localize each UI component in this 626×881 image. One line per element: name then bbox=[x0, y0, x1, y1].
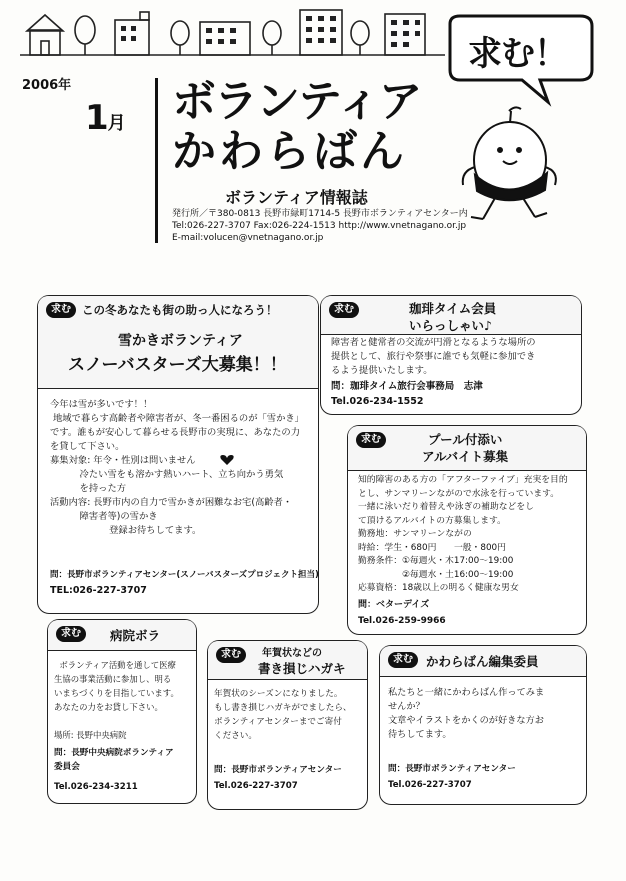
card-postcards bbox=[207, 640, 368, 810]
card-body: 私たちと一緒にかわらばん作ってみま せんか？ 文章やイラストをかくのが好きな方お 待ちしてます。 bbox=[388, 687, 545, 740]
card-phone: TEL:026-227-3707 bbox=[50, 585, 147, 596]
mascot-icon bbox=[455, 105, 565, 230]
card-header: 病院ボラ bbox=[110, 628, 161, 643]
card-phone: Tel.026-234-3211 bbox=[54, 782, 138, 792]
card-hospital bbox=[47, 619, 197, 804]
wanted-badge: 求む bbox=[356, 432, 386, 448]
card-phone: Tel.026-227-3707 bbox=[214, 781, 298, 791]
wanted-badge: 求む bbox=[329, 302, 359, 318]
card-heading: 雪かきボランティア bbox=[118, 333, 243, 349]
card-contact: 問：長野市ボランティアセンター bbox=[388, 764, 516, 774]
wanted-badge: 求む bbox=[46, 302, 76, 318]
card-body: 知的障害のある方の「アフターファイブ」充実を目的 とし、サンマリーンながので水泳を行っています。 一緒に泳いだり着替えや泳ぎの補助などをし て頂けるアルバイトの方募集します。 勤務地：サンマリーンながの 時給：学生・680円 一般・800円 勤務条件：①毎週火・木17:00～19:00 ②毎週水・土16:00～19:00 応募資格：18歳以上の明るく健康な男女 bbox=[358, 475, 568, 593]
card-body: 今年は雪が多いです！！ 地域で暮らす高齢者や障害者が、冬一番困るのが「雪かき」 です。誰もが安心して暮らせる長野市の実現に、あなたの力 を貸して下さい。 募集対象: 年令・性別は問いません 冷たい雪をも溶かす熱いハート、立ち向かう勇気 を持った方 活動内容: 長野市内の自力で雪かきが困難なお宅(高齢者・ 障害者等)の雪かき 登録お待ちしてます。 bbox=[50, 399, 304, 536]
card-phone: Tel.026-227-3707 bbox=[388, 780, 472, 790]
title-line-2: かわらばん bbox=[172, 126, 407, 177]
card-header-sub: 書き損じハガキ bbox=[258, 661, 346, 676]
card-header-sub: いらっしゃい♪ bbox=[409, 318, 492, 333]
issue-year: 2006年 bbox=[22, 78, 72, 93]
card-contact: 問：長野市ボランティアセンター bbox=[214, 765, 342, 775]
card-phone: Tel.026-259-9966 bbox=[358, 616, 446, 626]
card-body: 年賀状のシーズンになりました。 もし書き損じハガキがでましたら、 ボランティアセンターまでご寄付 ください。 bbox=[214, 689, 352, 741]
card-pool-job bbox=[347, 425, 587, 635]
card-contact: 問：珈琲タイム旅行会事務局 志津 bbox=[331, 381, 483, 392]
wanted-badge: 求む bbox=[388, 652, 418, 668]
card-header: プール付添い bbox=[428, 432, 503, 447]
card-header: この冬あなたも街の助っ人になろう！ bbox=[82, 303, 278, 317]
masthead-divider bbox=[155, 78, 158, 243]
card-contact: 問：長野市ボランティアセンター(スノーバスターズプロジェクト担当) bbox=[50, 570, 319, 580]
card-body: 障害者と健常者の交流が円滑となるような場所の 提供として、旅行や祭事に誰でも気軽に参加でき るよう提供いたします。 bbox=[331, 337, 536, 376]
card-header: 珈琲タイム会員 bbox=[409, 301, 497, 316]
card-snow-busters bbox=[37, 295, 319, 614]
issue-month: 1月 bbox=[85, 98, 125, 138]
card-header: かわらばん編集委員 bbox=[426, 654, 539, 669]
wanted-badge: 求む bbox=[216, 647, 246, 663]
card-phone: Tel.026-234-1552 bbox=[331, 396, 424, 407]
card-heading-main: スノーバスターズ大募集！！ bbox=[68, 355, 287, 375]
card-coffee-time bbox=[320, 295, 582, 415]
card-editors bbox=[379, 645, 587, 805]
title-line-1: ボランティア bbox=[172, 76, 421, 127]
bubble-text: 求む！ bbox=[468, 34, 567, 74]
card-body: ボランティア活動を通して医療 生協の事業活動に参加し、明る いまちづくりを目指しています。 あなたの力をお貸し下さい。 場所: 長野中央病院 bbox=[54, 660, 179, 740]
wanted-badge: 求む bbox=[56, 626, 86, 642]
heart-icon bbox=[220, 454, 234, 466]
card-contact: 問：ベターデイズ bbox=[358, 600, 430, 610]
card-header: 年賀状などの bbox=[262, 648, 322, 659]
card-header-sub: アルバイト募集 bbox=[422, 449, 509, 464]
subtitle: ボランティア情報誌 bbox=[225, 188, 368, 207]
publisher-info: 発行所／〒380-0813 長野市緑町1714-5 長野市ボランティアセンター内 Tel:026-227-3707 Fax:026-224-1513 http://www.vnetnagano.or.jp E-mail:volucen@vnetnagano.or.jp bbox=[172, 209, 468, 243]
card-contact: 問：長野中央病院ボランティア 委員会 bbox=[54, 748, 174, 772]
